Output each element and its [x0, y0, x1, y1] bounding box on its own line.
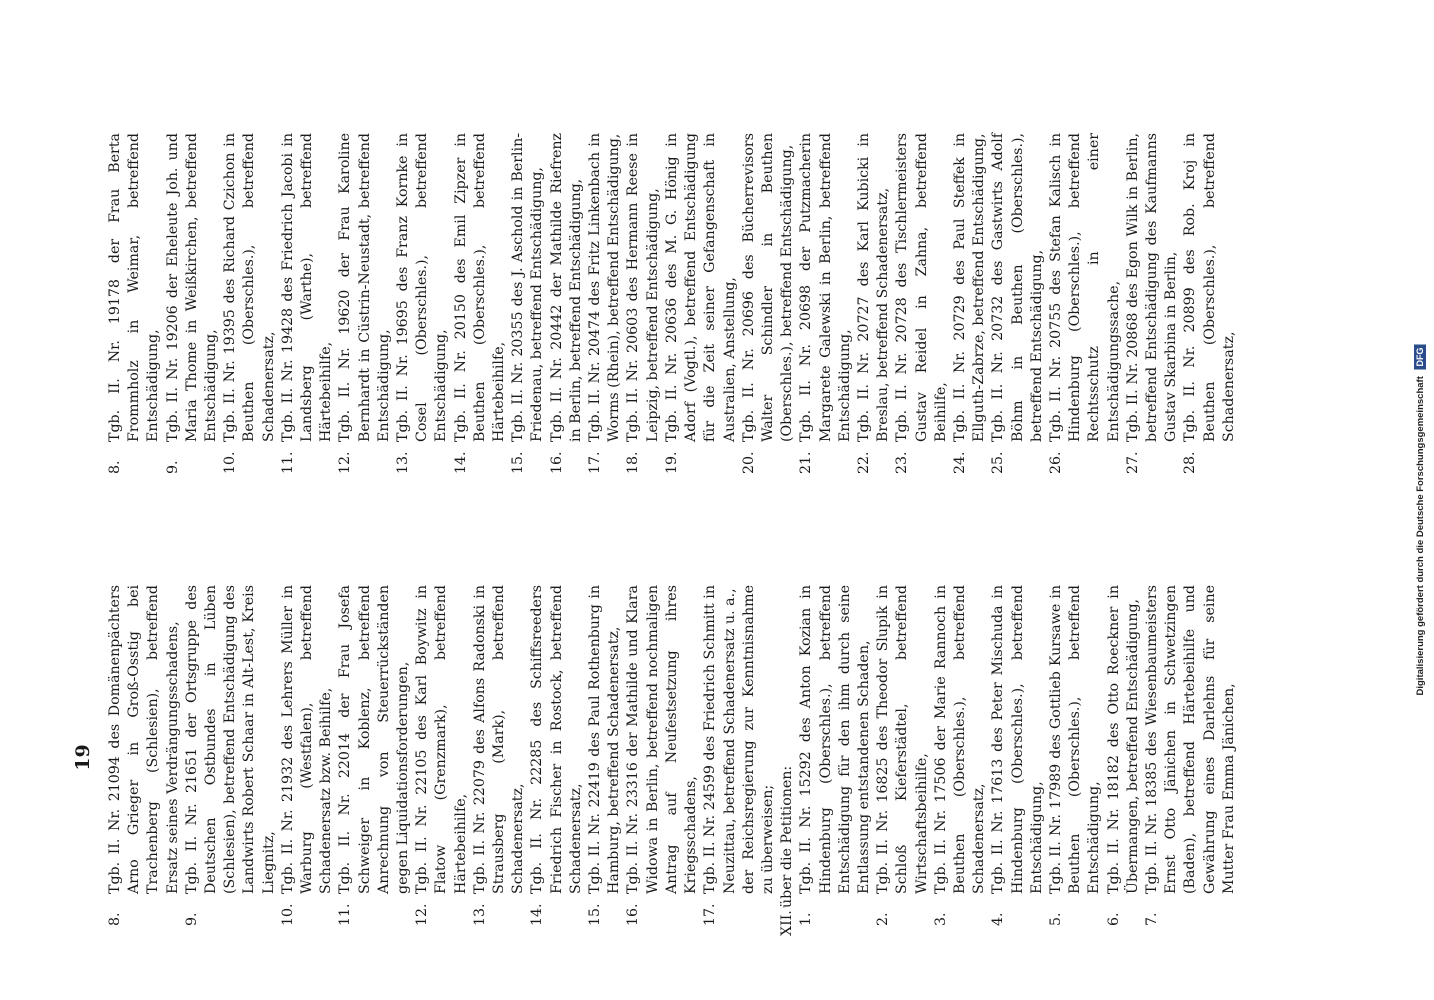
- petition-entry: [336, 133, 394, 478]
- petition-entry: [1047, 585, 1105, 930]
- entry-number: 26.: [1047, 451, 1064, 474]
- entry-number: 18.: [625, 451, 642, 474]
- petition-entry: [279, 585, 337, 930]
- petition-entry: [221, 133, 279, 478]
- section-number: XII.: [779, 910, 796, 936]
- entry-text: Tgb. II. Nr. 20732 des Gastwirts Adolf Böhm in Beuthen (Oberschles.), betreffend Entschädigung,: [990, 133, 1045, 442]
- entry-text: Tgb. II. Nr. 20150 des Emil Zipzer in Beuthen (Oberschles.), betreffend Härtebeihilfe,: [452, 133, 508, 442]
- entry-number: 12.: [337, 451, 354, 474]
- entry-text: Tgb. II. Nr. 21932 des Lehrers Müller in Warburg (Westfalen), betreffend Schadenersatz bzw. Beihilfe,: [279, 585, 335, 894]
- entry-text: Tgb. II. Nr. 18385 des Wiesenbaumeisters Ernst Otto Jänichen in Schwetzingen (Baden), betreffend Härtebeihilfe und Gewährung eines Darlehns für seine Mutter Frau Emma Jänichen,: [1143, 585, 1237, 894]
- petition-entry: [951, 133, 989, 478]
- right-column: [106, 133, 1239, 478]
- petition-entry: [106, 585, 183, 930]
- entry-number: 24.: [951, 451, 968, 474]
- entry-number: 28.: [1182, 451, 1199, 474]
- petition-entry: [548, 133, 586, 478]
- entry-number: 19.: [663, 451, 680, 474]
- entry-text: Tgb. II. Nr. 19206 der Eheleute Joh. und Maria Thome in Weißkirchen, betreffend Entschädigung,: [164, 133, 220, 442]
- entry-text: Tgb. II. Nr. 19178 der Frau Berta Frommholz in Weimar, betreffend Entschädigung,: [107, 133, 162, 442]
- entry-number: 9.: [164, 460, 181, 474]
- petition-entry: [874, 585, 932, 930]
- petition-entry: [336, 585, 413, 930]
- entry-number: 17.: [587, 451, 604, 474]
- left-closing: [740, 585, 778, 930]
- entry-number: 22.: [855, 451, 872, 474]
- entry-text: Tgb. II. Nr. 22014 der Frau Josefa Schweiger in Koblenz, betreffend Anrechnung von Steuerrückständen gegen Liquidationsforderungen,: [337, 585, 412, 894]
- entry-number: 17.: [702, 903, 719, 926]
- entry-text: Tgb. II. Nr. 17506 der Marie Rannoch in Beuthen (Oberschles.), betreffend Schadenersatz,: [932, 585, 988, 894]
- petition-entry: [528, 585, 586, 930]
- entry-number: 8.: [107, 912, 123, 926]
- entry-number: 13.: [395, 451, 412, 474]
- petition-entry: [797, 133, 855, 478]
- entry-number: 21.: [798, 451, 815, 474]
- entry-text: Tgb. II. Nr. 20698 der Putzmacherin Margarete Galewski in Berlin, betreffend Entschädigung,: [798, 133, 853, 442]
- entry-text: Tgb. II. Nr. 18182 des Otto Roeckner in Übermangen, betreffend Entschädigung,: [1105, 585, 1141, 894]
- entry-text: Tgb. II. Nr. 20474 des Fritz Linkenbach in Worms (Rhein), betreffend Entschädigung,: [587, 133, 623, 442]
- entry-text: Tgb. II. Nr. 22105 des Karl Boywitz in Flatow (Grenzmark), betreffend Härtebeihilfe,: [414, 585, 469, 894]
- petition-entry: [797, 585, 874, 930]
- entry-number: 10.: [222, 451, 239, 474]
- entry-text: Tgb. II. Nr. 20755 des Stefan Kalisch in Hindenburg (Oberschles.), betreffend Rechtsschutz in einer Entschädigungssache,: [1047, 133, 1122, 442]
- page-number: 19: [72, 744, 94, 771]
- petition-entry: [1105, 585, 1143, 930]
- entry-text: Tgb. II. Nr. 20727 des Karl Kubicki in Breslau, betreffend Schadenersatz,: [855, 133, 892, 442]
- petition-entry: [586, 585, 624, 930]
- entry-text: Tgb. II. Nr. 23316 der Mathilde und Klara Widowa in Berlin, betreffend nochmaligen Antrag auf Neufestsetzung ihres Kriegsschadens,: [625, 585, 700, 894]
- entry-number: 15.: [587, 903, 604, 926]
- petition-entry: [586, 133, 624, 478]
- entry-number: 16.: [548, 451, 565, 474]
- entry-number: 13.: [471, 903, 488, 926]
- entry-number: 15.: [510, 451, 527, 474]
- petition-entry: [1047, 133, 1124, 478]
- petition-entry: [701, 585, 739, 930]
- entry-text: Tgb. II. Nr. 22419 des Paul Rothenburg in Hamburg, betreffend Schadenersatz,: [587, 585, 623, 894]
- entry-number: 10.: [279, 903, 296, 926]
- entry-text: Tgb. II. Nr. 20603 des Hermann Reese in Leipzig, betreffend Entschädigung,: [625, 133, 661, 442]
- entry-number: 6.: [1105, 912, 1122, 926]
- entry-number: 12.: [414, 903, 431, 926]
- entry-number: 3.: [932, 912, 949, 926]
- entry-text: Tgb. II. Nr. 21651 der Ortsgruppe des Deutschen Ostbundes in Lüben (Schlesien), betreffend Entschädigung des Landwirts Robert Schaar in Alt-Lest, Kreis Liegnitz,: [183, 585, 277, 894]
- petition-entry: [279, 133, 337, 478]
- credit-text: Digitalisierung gefördert durch die Deutsche Forschungsgemeinschaft: [1415, 376, 1426, 696]
- entry-text: Tgb. II. Nr. 19620 der Frau Karoline Bernhardt in Cüstrin-Neustadt, betreffend Entschädigung,: [337, 133, 392, 442]
- petition-entry: [989, 585, 1047, 930]
- dfg-logo: DFG: [1414, 345, 1426, 370]
- petition-entry: [893, 133, 951, 478]
- entry-text: Tgb. II. Nr. 20868 des Egon Wilk in Berlin, betreffend Entschädigung des Kaufmanns Gustav Skarbina in Berlin,: [1124, 133, 1180, 442]
- entry-number: 2.: [875, 912, 892, 926]
- entry-number: 11.: [337, 903, 354, 926]
- entry-number: 7.: [1143, 912, 1160, 926]
- entry-number: 16.: [625, 903, 642, 926]
- entry-number: 23.: [894, 451, 911, 474]
- entry-number: 1.: [798, 912, 815, 926]
- petition-entry: [624, 133, 662, 478]
- section-heading: [778, 585, 797, 936]
- section-entry-list: [797, 585, 1239, 930]
- petition-entry: [452, 133, 510, 478]
- entry-number: 14.: [452, 451, 469, 474]
- entry-text: Tgb. II. Nr. 20729 des Paul Steffek in Ellguth-Zabrze, betreffend Entschädigung,: [951, 133, 988, 442]
- left-entry-list: [106, 585, 740, 930]
- petition-entry: [394, 133, 452, 478]
- entry-text: Tgb. II. Nr. 21094 des Domänenpächters Arno Grieger in Groß-Osstig bei Trachenberg (Schlesien), betreffend Ersatz seines Verdrängungsschadens,: [107, 585, 181, 894]
- digitization-credit: [1414, 345, 1426, 696]
- entry-text: Tgb. II. Nr. 17613 des Peter Mischuda in Hindenburg (Oberschles.), betreffend Entschädigung,: [990, 585, 1045, 894]
- entry-text: Tgb. II. Nr. 20899 des Rob. Kroj in Beuthen (Oberschles.), betreffend Schadenersatz,: [1182, 133, 1237, 442]
- entry-text: Tgb. II. Nr. 20728 des Tischlermeisters Gustav Reidel in Zahna, betreffend Beihilfe,: [894, 133, 949, 442]
- entry-text: Tgb. II. Nr. 16825 des Theodor Slupik in Schloß Kieferstädtel, betreffend Wirtschaftsbeihilfe,: [875, 585, 930, 894]
- entry-number: 5.: [1047, 912, 1064, 926]
- entry-text: Tgb. II. Nr. 22285 des Schiffsreeders Friedrich Fischer in Rostock, betreffend Schadenersatz,: [529, 585, 584, 894]
- petition-entry: [1181, 133, 1239, 478]
- left-closing-text: der Reichsregierung zur Kenntnisnahme zu überweisen;: [740, 585, 776, 894]
- entry-text: Tgb. II. Nr. 20442 der Mathilde Riefrenz in Berlin, betreffend Entschädigung,: [548, 133, 584, 442]
- entry-text: Tgb. II. Nr. 20696 des Bücherrevisors Walter Schindler in Beuthen (Oberschles.), betreffend Entschädigung,: [740, 133, 796, 442]
- entry-number: 27.: [1124, 451, 1141, 474]
- rotated-page-content: [72, 70, 1272, 936]
- entry-number: 8.: [107, 460, 123, 474]
- entry-text: Tgb. II. Nr. 19428 des Friedrich Jacobi in Landsberg (Warthe), betreffend Härtebeihilfe,: [279, 133, 335, 442]
- petition-entry: [509, 133, 547, 478]
- petition-entry: [740, 133, 798, 478]
- petition-entry: [989, 133, 1047, 478]
- entry-text: Tgb. II. Nr. 24599 des Friedrich Schmitt in Neuzittau, betreffend Schadenersatz u. a.,: [702, 585, 738, 894]
- entry-text: Tgb. II. Nr. 19395 des Richard Czichon in Beuthen (Oberschles.), betreffend Schadenersatz,: [222, 133, 277, 442]
- petition-entry: [1124, 133, 1182, 478]
- petition-entry: [663, 133, 740, 478]
- petition-entry: [183, 585, 279, 930]
- petition-entry: [164, 133, 222, 478]
- left-column: [106, 585, 1239, 936]
- entry-number: 11.: [279, 451, 296, 474]
- petition-entry: [1143, 585, 1239, 930]
- entry-number: 14.: [529, 903, 546, 926]
- entry-number: 25.: [990, 451, 1007, 474]
- entry-number: 9.: [183, 912, 200, 926]
- entry-text: Tgb. II. Nr. 20355 des J. Aschold in Berlin-Friedenau, betreffend Entschädigung,: [510, 133, 546, 442]
- entry-text: Tgb. II. Nr. 17989 des Gottlieb Kursawe in Beuthen (Oberschles.), betreffend Entschädigung,: [1047, 585, 1103, 894]
- entry-text: Tgb. II. Nr. 15292 des Anton Kozian in Hindenburg (Oberschles.), betreffend Entschädigung für den ihm durch seine Entlassung entstandenen Schaden,: [798, 585, 872, 894]
- entry-text: Tgb. II. Nr. 20636 des M. G. Hönig in Adorf (Vogtl.), betreffend Entschädigung für die Zeit seiner Gefangenschaft in Australien, Anstellung,: [663, 133, 738, 442]
- entry-number: 20.: [740, 451, 757, 474]
- section-heading-text: über die Petitionen:: [779, 765, 796, 908]
- petition-entry: [855, 133, 893, 478]
- petition-entry: [932, 585, 990, 930]
- entry-number: 4.: [990, 912, 1007, 926]
- entry-text: Tgb. II. Nr. 19695 des Franz Kornke in Cosel (Oberschles.), betreffend Entschädigung,: [395, 133, 450, 442]
- entry-text: Tgb. II. Nr. 22079 des Alfons Radonski in Strausberg (Mark), betreffend Schadenersatz,: [471, 585, 527, 894]
- petition-entry: [413, 585, 471, 930]
- petition-entry: [471, 585, 529, 930]
- right-entry-list: [106, 133, 1239, 478]
- petition-entry: [624, 585, 701, 930]
- petition-entry: [106, 133, 164, 478]
